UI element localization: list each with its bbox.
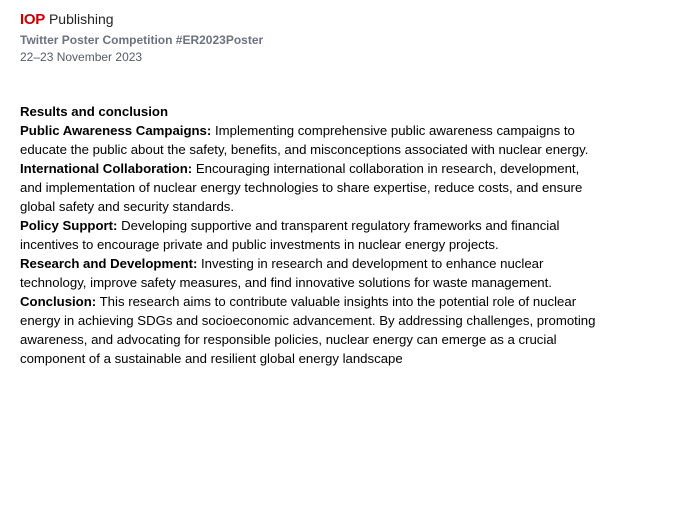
paragraph-research-development <box>20 254 600 292</box>
event-dates: 22–23 November 2023 <box>20 50 143 64</box>
paragraph-label: Research and Development: <box>20 256 198 271</box>
paragraph-text: Developing supportive and transparent regulatory frameworks and financial incentives to encourage private and public investments in nuclear energy projects. <box>20 218 560 252</box>
paragraph-label: Public Awareness Campaigns: <box>20 123 212 138</box>
paragraph-label: Policy Support: <box>20 218 118 233</box>
paragraph-label: Conclusion: <box>20 294 97 309</box>
paragraph-international-collaboration <box>20 159 600 216</box>
header <box>20 11 263 64</box>
paragraph-text: Implementing comprehensive public awareness campaigns to educate the public about the safety, benefits, and misconceptions associated with nuclear energy. <box>20 123 589 157</box>
paragraph-public-awareness <box>20 121 600 159</box>
section-title: Results and conclusion <box>20 104 169 119</box>
paragraph-policy-support <box>20 216 600 254</box>
iop-publishing-logo <box>20 11 263 29</box>
logo-mark: IOP <box>20 11 45 28</box>
competition-title: Twitter Poster Competition #ER2023Poster <box>20 33 264 47</box>
logo-wordmark: Publishing <box>48 11 114 27</box>
paragraph-conclusion <box>20 292 600 368</box>
paragraph-text: Encouraging international collaboration in research, development, and implementation of nuclear energy technologies to share expertise, reduce costs, and ensure global safety and security standards. <box>20 161 583 214</box>
paragraph-label: International Collaboration: <box>20 161 193 176</box>
paragraph-text: This research aims to contribute valuable insights into the potential role of nuclear energy in achieving SDGs and socioeconomic advancement. By addressing challenges, promoting awareness, and advocating for responsible policies, nuclear energy can emerge as a crucial component of a sustainable and resilient global energy landscape <box>20 294 596 366</box>
paragraph-text: Investing in research and development to enhance nuclear technology, improve safety measures, and find innovative solutions for waste management. <box>20 256 552 290</box>
results-section <box>20 102 600 368</box>
